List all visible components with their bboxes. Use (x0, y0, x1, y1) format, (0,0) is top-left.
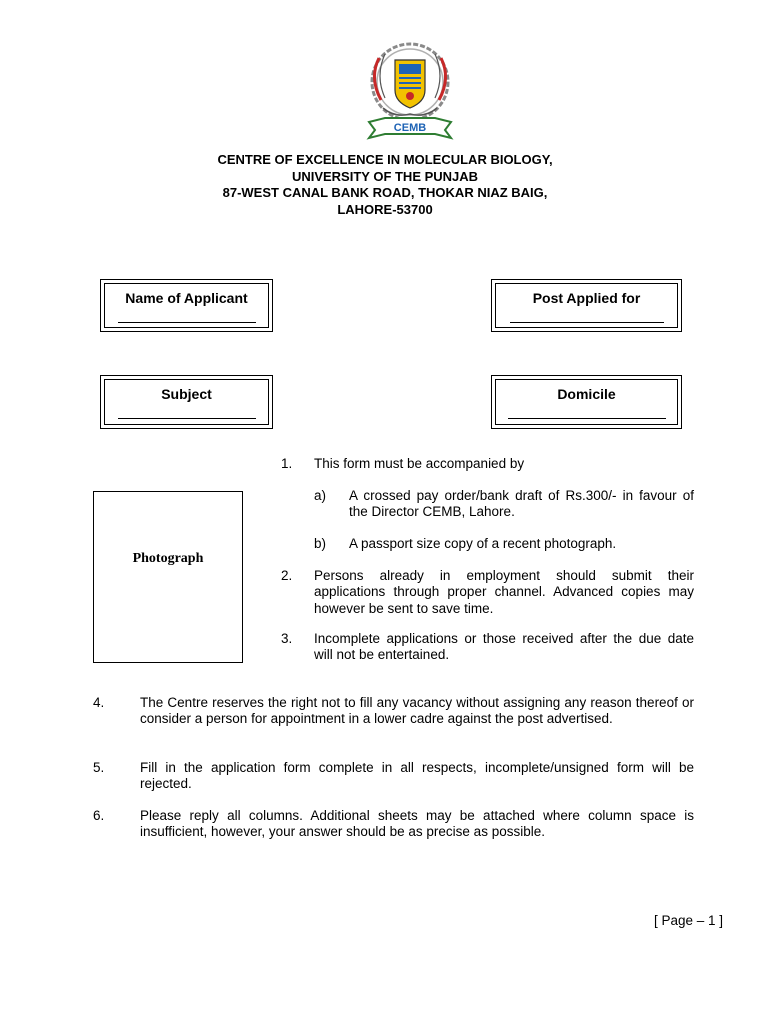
item-4-text: The Centre reserves the right not to fill any vacancy without assigning any reason thereof or consider a person for appointment in a lower cadre against the post advertised. (140, 695, 694, 727)
item-2-number: 2. (281, 568, 293, 583)
header-line-3: 87-WEST CANAL BANK ROAD, THOKAR NIAZ BAIG, (222, 185, 548, 200)
subject-field[interactable] (118, 407, 256, 419)
post-applied-for-box (491, 279, 682, 332)
item-5-number: 5. (93, 760, 105, 775)
photograph-box[interactable] (93, 491, 243, 663)
page-number: [ Page – 1 ] (653, 913, 723, 928)
domicile-label: Domicile (557, 386, 616, 402)
item-1a-text: A crossed pay order/bank draft of Rs.300/- in favour of the Director CEMB, Lahore. (349, 488, 694, 520)
cemb-logo (355, 38, 465, 144)
name-of-applicant-field[interactable] (118, 311, 256, 323)
item-1-number: 1. (281, 456, 293, 471)
item-3-text: Incomplete applications or those received after the due date will not be entertained. (314, 631, 694, 663)
header-line-2: UNIVERSITY OF THE PUNJAB (291, 168, 479, 184)
item-4-number: 4. (93, 695, 105, 710)
item-6-number: 6. (93, 808, 105, 823)
logo-text: CEMB (393, 122, 427, 134)
subject-label: Subject (161, 386, 212, 402)
item-1b-text: A passport size copy of a recent photograph. (349, 536, 617, 551)
item-5-text: Fill in the application form complete in all respects, incomplete/unsigned form will be rejected. (140, 760, 694, 792)
institution-header (0, 152, 770, 218)
item-1b-number: b) (314, 536, 327, 551)
domicile-field[interactable] (508, 407, 666, 419)
subject-box (100, 375, 273, 429)
post-applied-for-field[interactable] (510, 311, 664, 323)
item-1-text: This form must be accompanied by (314, 456, 525, 471)
post-applied-for-label: Post Applied for (532, 290, 641, 306)
name-of-applicant-box (100, 279, 273, 332)
photograph-label: Photograph (132, 551, 204, 566)
domicile-box (491, 375, 682, 429)
item-6-text: Please reply all columns. Additional sheets may be attached where column space is insufficient, however, your answer should be as precise as possible. (140, 808, 694, 840)
header-line-4: LAHORE-53700 (337, 201, 433, 217)
item-2-text: Persons already in employment should submit their applications through proper channel. Advanced copies may however be sent to save time. (314, 568, 694, 616)
item-1a-number: a) (314, 488, 327, 503)
item-3-number: 3. (281, 631, 293, 646)
name-of-applicant-label: Name of Applicant (125, 290, 248, 306)
header-line-1: CENTRE OF EXCELLENCE IN MOLECULAR BIOLOGY, (217, 152, 553, 167)
